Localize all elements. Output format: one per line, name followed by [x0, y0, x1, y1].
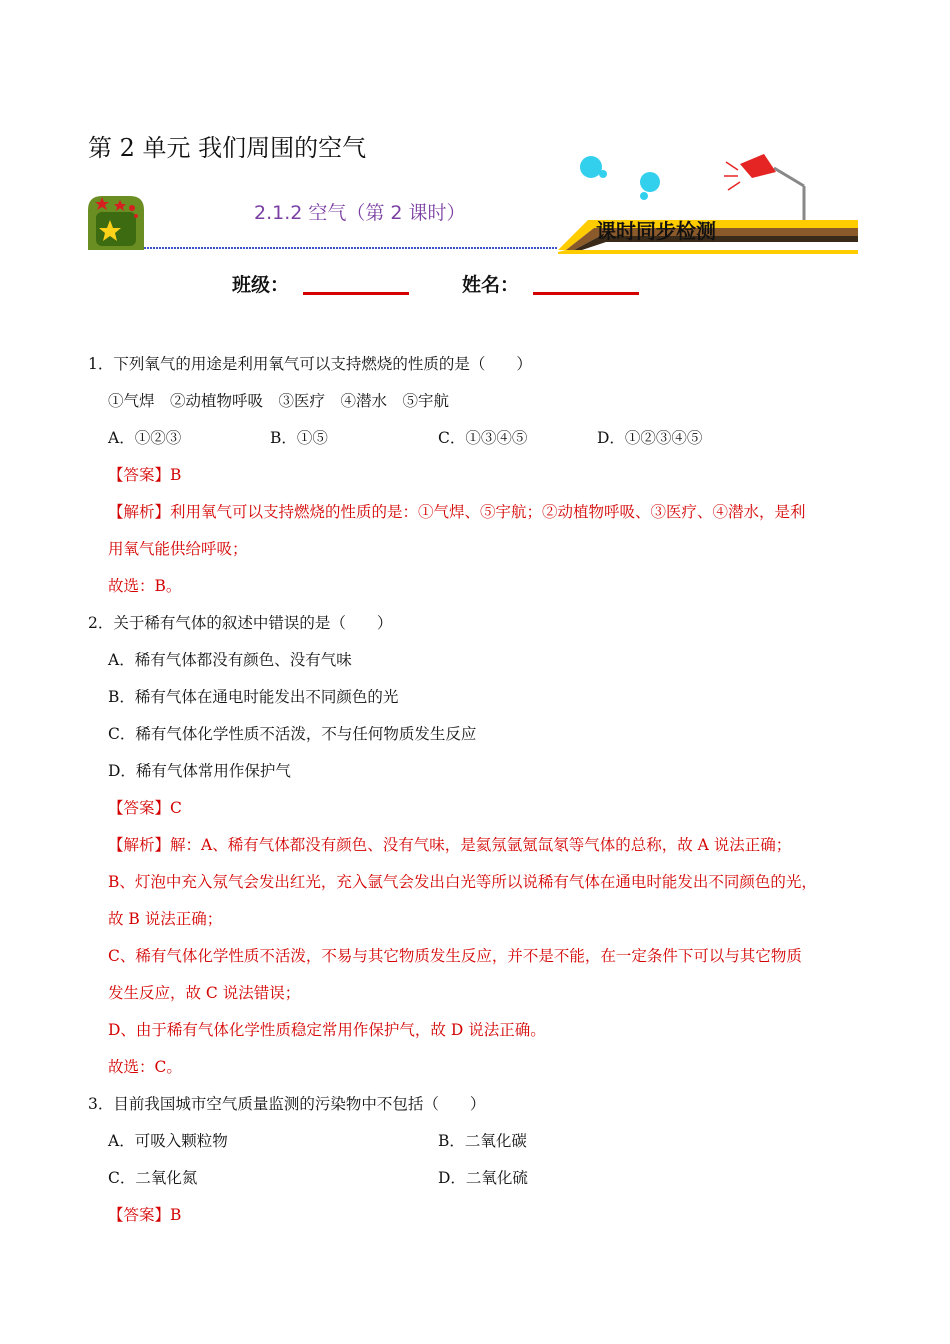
- question-3-option-a: A．可吸入颗粒物: [108, 1132, 228, 1150]
- name-field: [462, 270, 639, 297]
- question-3-answer: 【答案】B: [108, 1206, 182, 1224]
- star-badge-icon: [88, 196, 144, 250]
- question-2-option-b: B．稀有气体在通电时能发出不同颜色的光: [108, 688, 399, 706]
- question-1-option-d: D．①②③④⑤: [597, 429, 703, 447]
- question-3-option-d: D．二氧化硫: [438, 1169, 528, 1187]
- banner-label: 课时同步检测: [596, 219, 716, 243]
- question-1-option-c: C．①③④⑤: [438, 429, 528, 447]
- question-3-stem: 3．目前我国城市空气质量监测的污染物中不包括（ ）: [88, 1095, 486, 1113]
- question-1-option-a: A．①②③: [108, 429, 182, 447]
- question-2-analysis-line-4: C、稀有气体化学性质不活泼，不易与其它物质发生反应，并不是不能，在一定条件下可以与其它物质: [108, 947, 802, 965]
- question-3-option-b: B．二氧化碳: [438, 1132, 527, 1150]
- question-2-option-d: D．稀有气体常用作保护气: [108, 762, 291, 780]
- question-2-answer: 【答案】C: [108, 799, 182, 817]
- question-1-answer: 【答案】B: [108, 466, 182, 484]
- name-label: 姓名：: [462, 274, 520, 296]
- question-2-analysis-line-5: 发生反应，故 C 说法错误；: [108, 984, 301, 1002]
- lesson-banner: [88, 150, 858, 260]
- class-field: [232, 270, 409, 297]
- question-2-analysis-line-3: 故 B 说法正确；: [108, 910, 223, 928]
- class-blank: [303, 276, 409, 295]
- question-1-analysis-line-1: 【解析】利用氧气可以支持燃烧的性质的是：①气焊、⑤宇航；②动植物呼吸、③医疗、④潜水，是利: [108, 503, 806, 521]
- desk-lamp-icon: [724, 154, 804, 220]
- question-2-option-c: C．稀有气体化学性质不活泼，不与任何物质发生反应: [108, 725, 477, 743]
- unit-title: 第 2 单元 我们周围的空气: [88, 134, 367, 162]
- question-1-items: ①气焊 ②动植物呼吸 ③医疗 ④潜水 ⑤宇航: [108, 392, 450, 410]
- question-2-conclusion: 故选：C。: [108, 1058, 182, 1076]
- question-2-stem: 2．关于稀有气体的叙述中错误的是（ ）: [88, 614, 393, 632]
- question-2-option-a: A．稀有气体都没有颜色、没有气味: [108, 651, 352, 669]
- question-2-analysis-line-6: D、由于稀有气体化学性质稳定常用作保护气，故 D 说法正确。: [108, 1021, 546, 1039]
- question-1-analysis-line-2: 用氧气能供给呼吸；: [108, 540, 248, 558]
- lesson-title: 2.1.2 空气（第 2 课时）: [254, 202, 466, 224]
- question-1-stem: 1．下列氧气的用途是利用氧气可以支持燃烧的性质的是（ ）: [88, 355, 532, 373]
- question-1-conclusion: 故选：B。: [108, 577, 182, 595]
- question-2-analysis-line-2: B、灯泡中充入氖气会发出红光，充入氩气会发出白光等所以说稀有气体在通电时能发出不同颜色的光，: [108, 873, 817, 891]
- question-1-option-b: B．①⑤: [270, 429, 328, 447]
- question-2-analysis-line-1: 【解析】解：A、稀有气体都没有颜色、没有气味，是氦氖氩氪氙氡等气体的总称，故 A 说法正确；: [108, 836, 792, 854]
- name-blank: [533, 276, 639, 295]
- question-3-option-c: C．二氧化氮: [108, 1169, 198, 1187]
- class-label: 班级：: [232, 274, 290, 296]
